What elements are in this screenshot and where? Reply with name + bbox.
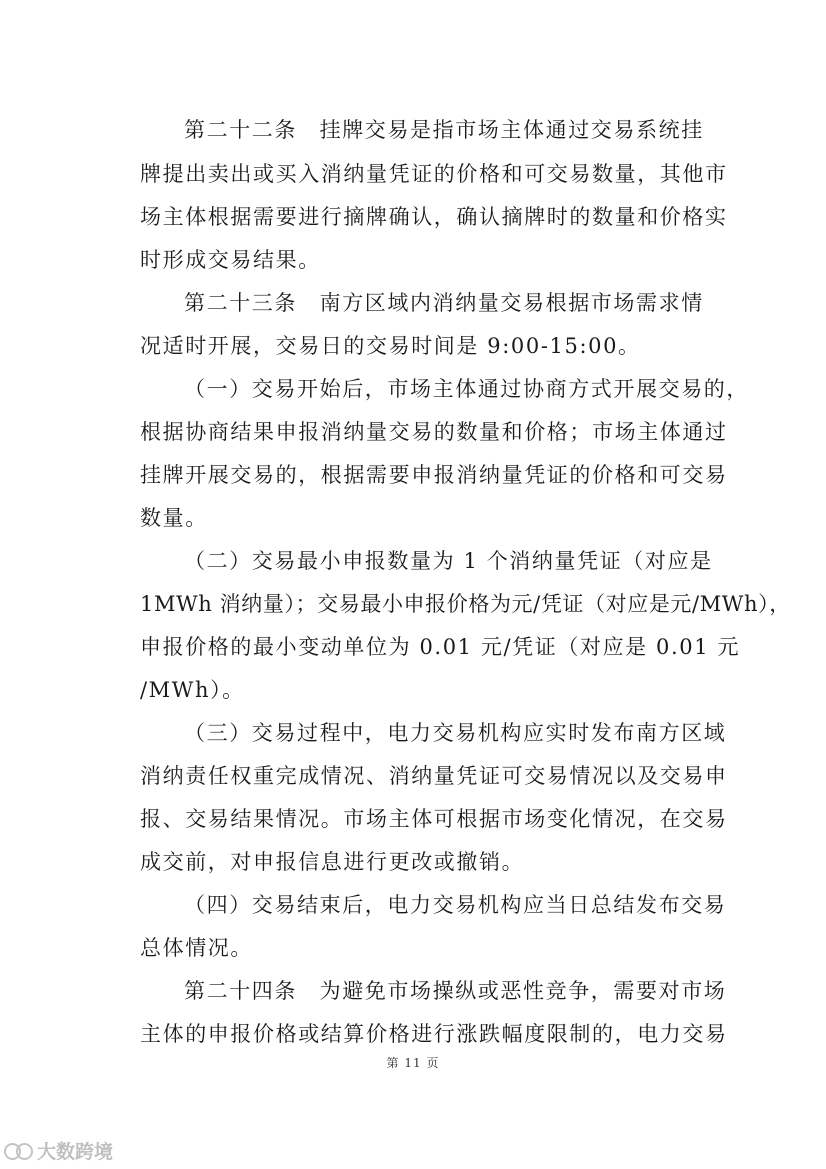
- body-line: 申报价格的最小变动单位为 0.01 元/凭证（对应是 0.01 元: [140, 635, 741, 659]
- body-line: 总体情况。: [140, 936, 253, 960]
- body-line: 挂牌开展交易的，根据需要申报消纳量凭证的价格和可交易: [140, 463, 728, 487]
- body-line: 根据协商结果申报消纳量交易的数量和价格；市场主体通过: [140, 420, 728, 444]
- article-23-heading-line: 第二十三条 南方区域内消纳量交易根据市场需求情: [184, 291, 704, 315]
- watermark-logo-icon: [4, 1140, 34, 1160]
- clause-2-line: （二）交易最小申报数量为 1 个消纳量凭证（对应是: [184, 549, 713, 573]
- clause-3-line: （三）交易过程中，电力交易机构应实时发布南方区域: [184, 721, 727, 745]
- page-number: 第 11 页: [386, 1056, 440, 1070]
- article-24-heading-line: 第二十四条 为避免市场操纵或恶性竞争，需要对市场: [184, 979, 727, 1003]
- body-line: 成交前，对申报信息进行更改或撤销。: [140, 850, 525, 874]
- clause-4-line: （四）交易结束后，电力交易机构应当日总结发布交易: [184, 893, 727, 917]
- body-line: 报、交易结果情况。市场主体可根据市场变化情况，在交易: [140, 807, 728, 831]
- clause-1-line: （一）交易开始后，市场主体通过协商方式开展交易的，: [184, 377, 749, 401]
- body-line: 牌提出卖出或买入消纳量凭证的价格和可交易数量，其他市: [140, 162, 728, 186]
- watermark: [4, 1138, 113, 1162]
- body-line: 消纳责任权重完成情况、消纳量凭证可交易情况以及交易申: [140, 764, 728, 788]
- body-line: 1MWh 消纳量）；交易最小申报价格为元/凭证（对应是元/MWh），: [140, 592, 791, 616]
- body-line: 时形成交易结果。: [140, 248, 321, 272]
- body-line: 数量。: [140, 506, 208, 530]
- watermark-text: 大数跨境: [37, 1140, 114, 1163]
- body-line: /MWh）。: [140, 678, 245, 702]
- body-line: 况适时开展，交易日的交易时间是 9:00-15:00。: [140, 334, 641, 358]
- body-line: 场主体根据需要进行摘牌确认，确认摘牌时的数量和价格实: [140, 205, 728, 229]
- body-line: 主体的申报价格或结算价格进行涨跌幅度限制的，电力交易: [140, 1022, 728, 1046]
- article-22-heading-line: 第二十二条 挂牌交易是指市场主体通过交易系统挂: [184, 118, 704, 142]
